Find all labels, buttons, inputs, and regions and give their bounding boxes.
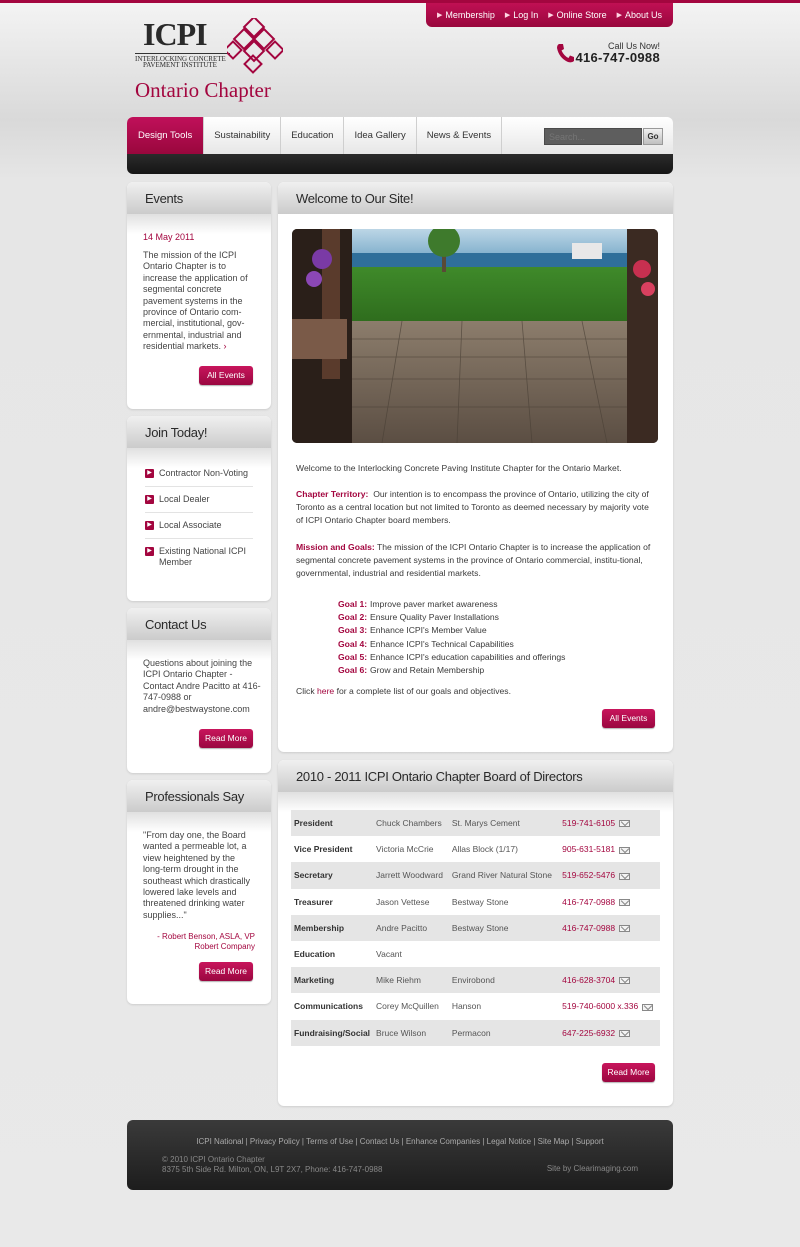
more-arrow-icon[interactable]: › (223, 341, 227, 352)
top-link-membership[interactable]: ▶ Membership (436, 10, 495, 20)
nav-item-news-events[interactable]: News & Events (417, 117, 502, 154)
table-row (291, 862, 660, 888)
mail-icon[interactable] (619, 925, 630, 932)
board-phone[interactable]: 905-631-5181 (559, 836, 660, 862)
board-name: Vacant (376, 949, 402, 960)
board-role: Membership (291, 915, 373, 941)
board-role: President (291, 810, 373, 836)
arrow-icon: ▶ (145, 469, 154, 478)
mail-icon[interactable] (619, 873, 630, 880)
events-title: Events (127, 182, 271, 214)
board-phone[interactable]: 416-747-0988 (559, 889, 660, 915)
board-name: Chuck Chambers (373, 810, 449, 836)
board-phone[interactable]: 519-741-6105 (559, 810, 660, 836)
goal-item: Goal 5: Enhance ICPI's education capabilities and offerings (338, 651, 566, 662)
footer-credit[interactable]: Site by Clearimaging.com (546, 1164, 638, 1173)
footer-links[interactable]: ICPI National | Privacy Policy | Terms of Use | Contact Us | Enhance Companies | Legal Notice | Site Map | Support (196, 1137, 604, 1146)
board-role: Education (294, 949, 336, 960)
join-item-contractor[interactable]: ▶ Contractor Non-Voting (145, 461, 253, 487)
phone-icon (556, 43, 574, 63)
top-links (426, 3, 673, 27)
subnav-bar (127, 154, 673, 174)
board-role: Treasurer (294, 896, 333, 907)
patio-photo (292, 229, 658, 443)
board-company: Allas Block (1/17) (451, 844, 518, 855)
board-name: Victoria McCrie (376, 844, 434, 855)
table-row (291, 993, 660, 1019)
board-phone[interactable]: 647-225-6932 (559, 1020, 660, 1046)
top-link-online-store[interactable]: ▶ Online Store (548, 10, 607, 20)
board-box (278, 760, 673, 1106)
goal-item: Goal 6: Grow and Retain Membership (338, 665, 485, 676)
nav-item-design-tools[interactable]: Design Tools (127, 117, 204, 154)
nav-item-education[interactable]: Education (281, 117, 344, 154)
join-box (127, 416, 271, 601)
box-fade (127, 214, 271, 234)
board-name: Mike Riehm (373, 967, 449, 993)
mail-icon[interactable] (642, 1004, 653, 1011)
footer-copyright: © 2010 ICPI Ontario Chapter 8375 5th Side Rd. Milton, ON, L9T 2X7, Phone: 416-747-0988 (162, 1155, 383, 1174)
arrow-icon: ▶ (548, 12, 554, 19)
join-item-local-associate[interactable]: ▶ Local Associate (145, 513, 253, 539)
mail-icon[interactable] (619, 899, 630, 906)
board-title: 2010 - 2011 ICPI Ontario Chapter Board of Directors (278, 760, 673, 792)
top-link-about-us[interactable]: ▶ About Us (616, 10, 663, 20)
logo-line-1: INTERLOCKING CONCRETE (135, 53, 230, 63)
mail-icon[interactable] (619, 1030, 630, 1037)
table-row (291, 1020, 660, 1046)
board-table (291, 810, 660, 1046)
professionals-quote: "From day one, the Board wanted a permeable lot, a view heightened by the long-term drought in the southeast which drastically lowered lake levels and threatened drinking water supplies..." (143, 830, 251, 920)
board-company: Envirobond (449, 967, 559, 993)
board-phone[interactable]: 519-740-6000 x.336 (559, 993, 660, 1019)
goals-link-line: Click here for a complete list of our goals and objectives. (296, 686, 511, 696)
board-company: Permacon (449, 1020, 559, 1046)
footer (127, 1120, 673, 1190)
board-role: Vice President (294, 844, 353, 855)
mail-icon[interactable] (619, 820, 630, 827)
board-phone[interactable]: 416-628-3704 (559, 967, 660, 993)
arrow-icon: ▶ (436, 12, 443, 19)
board-name: Jarrett Woodward (373, 862, 449, 888)
all-events-button[interactable]: All Events (199, 366, 253, 385)
join-list (145, 461, 253, 575)
welcome-all-events-button[interactable]: All Events (602, 709, 655, 728)
board-name: Andre Pacitto (373, 915, 449, 941)
board-company: St. Marys Cement (449, 810, 559, 836)
nav-item-sustainability[interactable]: Sustainability (204, 117, 281, 154)
paver-diamond-icon (227, 18, 283, 74)
mission-goals: Mission and Goals: The mission of the ICPI Ontario Chapter is to increase the application of segmental concrete pavement systems in the province of Ontario commercial, institu-tional, governmental, industrial and residential markets. (296, 542, 651, 578)
quote-author: - Robert Benson, ASLA, VP Robert Company (157, 932, 255, 951)
arrow-icon: ▶ (145, 547, 154, 556)
call-label: Call Us Now! (607, 41, 660, 51)
patio-image (292, 229, 658, 443)
join-item-national-member[interactable]: ▶ Existing National ICPI Member (145, 539, 253, 575)
main-nav (127, 117, 673, 154)
welcome-intro: Welcome to the Interlocking Concrete Paving Institute Chapter for the Ontario Market. (296, 463, 622, 473)
board-phone[interactable] (559, 941, 660, 967)
box-fade (278, 792, 673, 812)
goals-list (338, 598, 565, 677)
board-name: Bruce Wilson (373, 1020, 449, 1046)
board-name: Corey McQuillen (376, 1001, 439, 1012)
goals-here-link[interactable]: here (317, 686, 335, 696)
contact-title: Contact Us (127, 608, 271, 640)
table-row (291, 967, 660, 993)
professionals-box (127, 780, 271, 1004)
box-fade (127, 640, 271, 660)
nav-item-idea-gallery[interactable]: Idea Gallery (344, 117, 416, 154)
table-row (291, 915, 660, 941)
board-role: Communications (294, 1001, 363, 1012)
logo-wordmark: ICPI (143, 16, 207, 52)
table-row (291, 941, 660, 967)
board-company: Grand River Natural Stone (449, 862, 559, 888)
goal-item: Goal 4: Enhance ICPI's Technical Capabilities (338, 638, 514, 649)
search-input[interactable] (544, 128, 642, 145)
arrow-icon: ▶ (145, 521, 154, 530)
call-number[interactable]: 416-747-0988 (575, 50, 660, 65)
board-phone[interactable]: 416-747-0988 (559, 915, 660, 941)
board-role: Fundraising/Social (291, 1020, 373, 1046)
event-text: The mission of the ICPI Ontario Chapter is to increase the application of segmental concrete pavement systems in the province of Ontario com-mercial, institutional, gov-ernmental, industrial and residential markets. › (143, 250, 248, 352)
event-date: 14 May 2011 (143, 232, 195, 242)
chapter-territory: Chapter Territory: Our intention is to encompass the province of Ontario, utilizing the city of Toronto as a central location but not limited to Toronto as deemed necessary by majority vote of ICPI Ontario Chapter board members. (296, 489, 649, 525)
contact-text: Questions about joining the ICPI Ontario Chapter - Contact Andre Pacitto at 416-747-0988 or andre@bestwaystone.com (143, 658, 261, 714)
welcome-title: Welcome to Our Site! (278, 182, 673, 214)
board-name: Jason Vettese (376, 896, 430, 907)
mail-icon[interactable] (619, 847, 630, 854)
arrow-icon: ▶ (616, 12, 622, 19)
board-role: Marketing (291, 967, 373, 993)
contact-read-more-button[interactable]: Read More (199, 729, 253, 748)
top-accent-line (0, 0, 800, 3)
board-company: Bestway Stone (449, 915, 559, 941)
professionals-title: Professionals Say (127, 780, 271, 812)
logo-line-2: PAVEMENT INSTITUTE (143, 61, 217, 69)
site-logo[interactable] (135, 16, 285, 106)
welcome-box (278, 182, 673, 752)
join-title: Join Today! (127, 416, 271, 448)
goal-item: Goal 2: Ensure Quality Paver Installations (338, 612, 499, 623)
top-link-login[interactable]: ▶ Log In (504, 10, 539, 20)
search-go-button[interactable]: Go (643, 128, 663, 145)
table-row (291, 810, 660, 836)
join-item-local-dealer[interactable]: ▶ Local Dealer (145, 487, 253, 513)
board-company: Hanson (451, 1001, 482, 1012)
contact-box (127, 608, 271, 773)
board-phone[interactable]: 519-652-5476 (559, 862, 660, 888)
logo-chapter: Ontario Chapter (135, 78, 271, 102)
board-company: Bestway Stone (451, 896, 509, 907)
mail-icon[interactable] (619, 977, 630, 984)
board-role: Secretary (291, 862, 373, 888)
goal-item: Goal 3: Enhance ICPI's Member Value (338, 625, 487, 636)
board-read-more-button[interactable]: Read More (602, 1063, 655, 1082)
arrow-icon: ▶ (145, 495, 154, 504)
call-us (556, 41, 666, 67)
board-company (449, 941, 559, 967)
table-row (291, 836, 660, 862)
professionals-read-more-button[interactable]: Read More (199, 962, 253, 981)
table-row (291, 889, 660, 915)
goal-item: Goal 1: Improve paver market awareness (338, 599, 498, 609)
box-fade (127, 812, 271, 832)
events-box (127, 182, 271, 409)
arrow-icon: ▶ (504, 12, 511, 19)
